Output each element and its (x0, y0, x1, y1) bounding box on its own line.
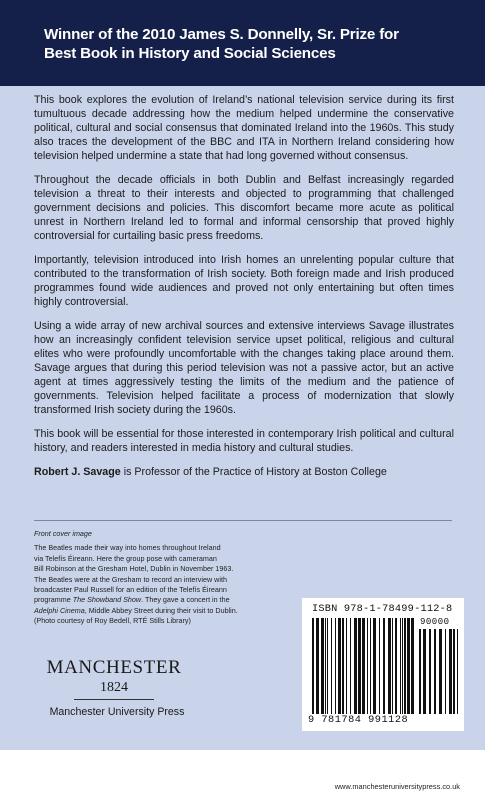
barcode-bar (400, 618, 401, 714)
barcode-bar (350, 618, 351, 714)
back-cover-body (0, 86, 485, 791)
price-code: 90000 (420, 617, 450, 627)
venue-name: Adelphi Cinema (34, 605, 85, 615)
author-bio (34, 466, 454, 480)
barcode-bar (338, 618, 341, 714)
barcode-bar (402, 618, 403, 714)
caption-text: . They gave a concert in the (141, 595, 230, 605)
barcode-bar (367, 618, 368, 714)
caption-line: Bill Robinson at the Gresham Hotel, Dublin in November 1963. (34, 564, 234, 574)
caption-text: , Middle Abbey Street during their visit to Dublin. (84, 605, 238, 615)
isbn-number: ISBN 978-1-78499-112-8 (312, 603, 453, 615)
blurb-paragraph-2: Throughout the decade officials in both Dublin and Belfast increasingly regarded television a threat to their interests and objected to programming that challenged government decisions and policies. This discomfort became more acute as political unrest in Northern Ireland led to formal and informal censorship that proved highly controversial for curtailing basic press freedoms. (34, 174, 454, 242)
barcode-bar (354, 618, 357, 714)
logo-year: 1824 (100, 680, 128, 695)
caption-heading: Front cover image (34, 529, 92, 538)
caption-line: via Telefís Éireann. Here the group pose with cameraman (34, 553, 217, 563)
isbn-barcode (302, 598, 464, 731)
publisher-name: Manchester University Press (49, 706, 185, 718)
prize-line-1: Winner of the 2010 James S. Donnelly, Sr. Prize for (44, 26, 399, 43)
logo-rule (74, 699, 154, 700)
barcode-bar (407, 618, 410, 714)
barcode-bar (316, 618, 319, 714)
barcode-bar (429, 629, 431, 714)
ean-number: 9 781784 991128 (308, 714, 409, 726)
publisher-logo (34, 652, 200, 738)
barcode-bar (411, 618, 414, 714)
caption-line (34, 606, 294, 616)
barcode-bar (404, 618, 406, 714)
barcode-bar (362, 618, 365, 714)
ean-barcode-bars (312, 618, 416, 714)
caption-line: broadcaster Paul Russell for an edition of the Telefís Éireann (34, 585, 227, 595)
barcode-bar (419, 629, 421, 714)
caption-line (34, 595, 294, 605)
barcode-bar (373, 618, 376, 714)
barcode-bar (312, 618, 314, 714)
caption-text: programme (34, 595, 73, 605)
barcode-bar (383, 618, 385, 714)
programme-title: The Showband Show (72, 595, 142, 605)
barcode-bar (331, 618, 332, 714)
blurb-paragraph-1: This book explores the evolution of Ireland’s national television service during its first tumultuous decade addressing how the medium helped undermine the conservative political, cultural and social consensus that dominated Ireland into the 1960s. This study also traces the development of the BBC and ITA in Northern Ireland considering how television helped undermine a state that had long governed without consensus. (34, 94, 454, 162)
prize-line-2: Best Book in History and Social Sciences (44, 45, 336, 62)
barcode-bar (388, 618, 391, 714)
barcode-bar (327, 618, 328, 714)
cover-image-caption (34, 529, 294, 627)
caption-line: (Photo courtesy of Roy Bedell, RTÉ Stills Library) (34, 616, 191, 626)
barcode-bar (325, 618, 326, 714)
barcode-bar (346, 618, 347, 714)
book-blurb (34, 94, 454, 491)
barcode-bar (449, 629, 452, 714)
caption-line: The Beatles made their way into homes throughout Ireland (34, 543, 221, 553)
barcode-bar (395, 618, 397, 714)
section-divider (34, 520, 452, 521)
barcode-bar (358, 618, 361, 714)
blurb-paragraph-5: This book will be essential for those interested in contemporary Irish political and cultural history, and readers interested in media history and cultural studies. (34, 428, 454, 454)
barcode-bar (423, 629, 426, 714)
publisher-website[interactable]: www.manchesteruniversitypress.co.uk (334, 782, 460, 791)
blurb-paragraph-4: Using a wide array of new archival sources and extensive interviews Savage illustrates how an increasingly confident television service upset political, religious and cultural elites who were profoundly uncomfortable with the changes taking place around them. Savage argues that during this period television was not a passive actor, but an active agent at times aggressively testing the limits of the medium and the patience of governments. Television helped facilitate a process of modernization that slowly transformed Irish society during the 1960s. (34, 320, 454, 416)
barcode-bar (335, 618, 336, 714)
author-name: Robert J. Savage (34, 466, 121, 479)
barcode-bar (434, 629, 436, 714)
blurb-paragraph-3: Importantly, television introduced into Irish homes an unrelenting popular culture that contributed to the transformation of Irish society. Both foreign made and Irish produced programmes found wide audiences and proved not only entertaining but often times highly controversial. (34, 254, 454, 308)
barcode-bar (439, 629, 442, 714)
barcode-bar (457, 629, 458, 714)
barcode-bar (392, 618, 393, 714)
barcode-bar (379, 618, 380, 714)
logo-wordmark: MANCHESTER (46, 657, 182, 678)
caption-line: The Beatles were at the Gresham to record an interview with (34, 574, 227, 584)
barcode-bar (370, 618, 371, 714)
author-bio-text: is Professor of the Practice of History at Boston College (120, 466, 387, 479)
barcode-bar (321, 618, 324, 714)
addon-barcode-bars (419, 629, 459, 714)
barcode-bar (453, 629, 455, 714)
barcode-bar (445, 629, 446, 714)
prize-banner (0, 0, 485, 86)
barcode-bar (342, 618, 344, 714)
